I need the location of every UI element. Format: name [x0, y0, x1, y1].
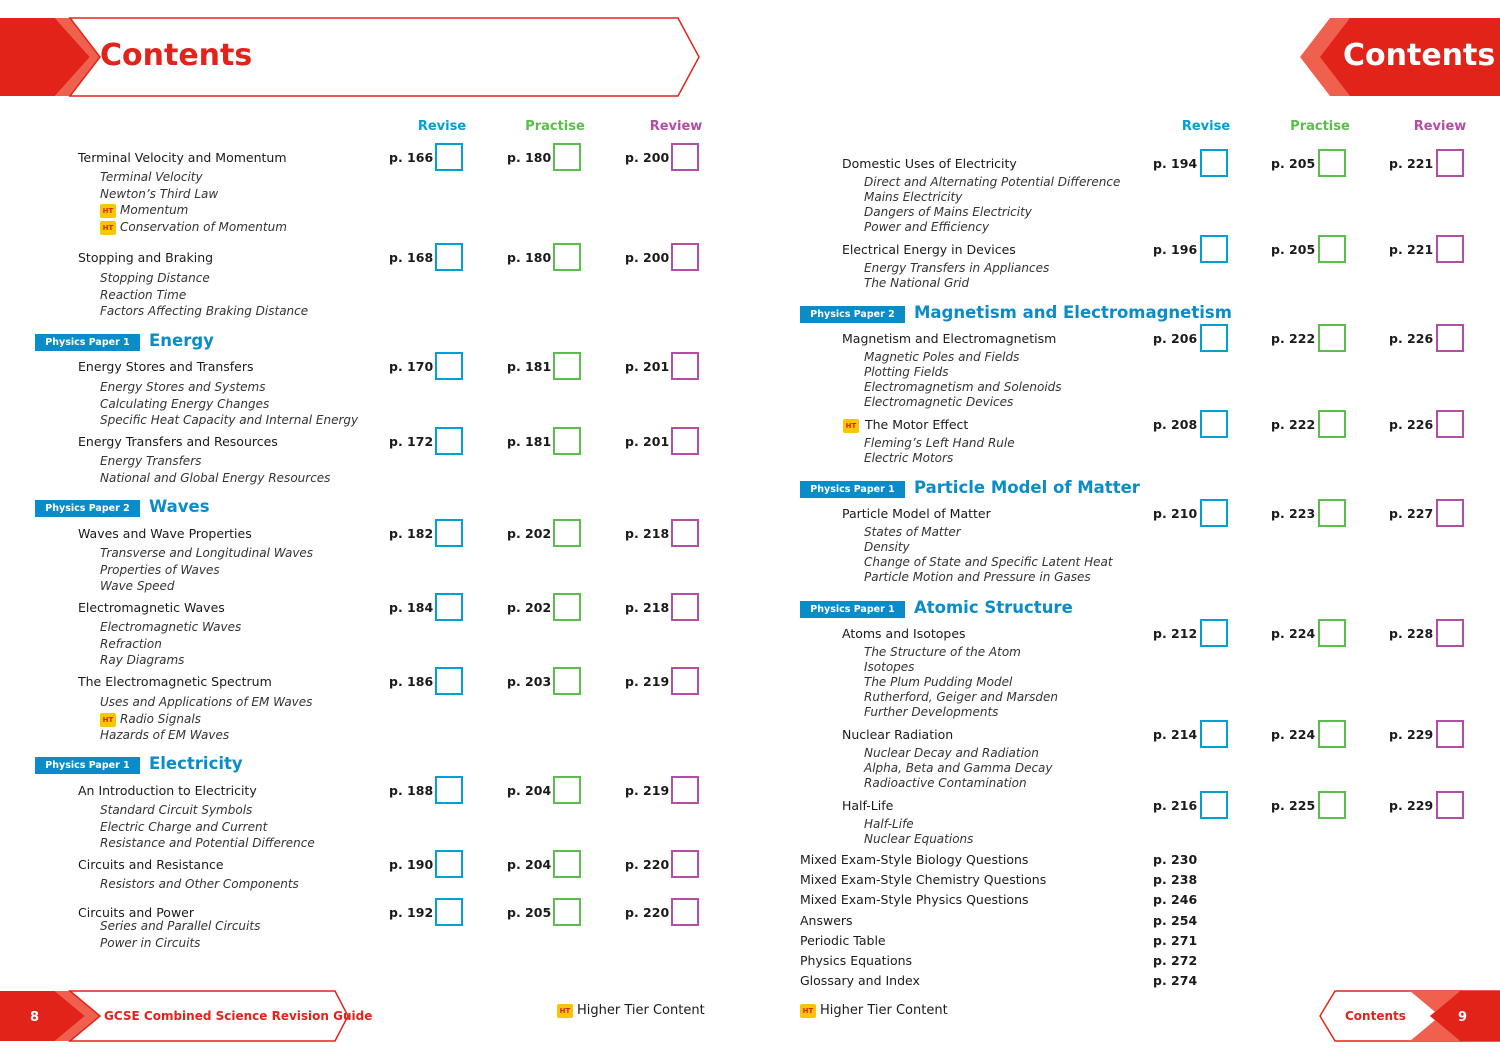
extra-item-page: p. 254	[1153, 912, 1198, 928]
review-checkbox[interactable]	[671, 427, 699, 455]
topic-title: Electrical Energy in Devices	[842, 242, 1016, 257]
subtopic: Alpha, Beta and Gamma Decay	[864, 761, 1053, 775]
practise-checkbox[interactable]	[553, 427, 581, 455]
revise-checkbox[interactable]	[435, 898, 463, 926]
review-checkbox[interactable]	[1436, 324, 1464, 352]
topic-title: Circuits and Resistance	[78, 857, 224, 872]
subtopic: Wave Speed	[100, 579, 175, 593]
topic-title: Circuits and Power	[78, 905, 195, 920]
section-heading-waves: Waves	[149, 497, 210, 516]
extra-item-title: Mixed Exam-Style Chemistry Questions	[800, 872, 1047, 888]
paper-tag: Physics Paper 1	[35, 757, 140, 774]
topic-title: The Motor Effect	[865, 417, 969, 432]
revise-column-header: Revise	[417, 119, 467, 134]
subtopic: Fleming’s Left Hand Rule	[864, 436, 1015, 450]
revise-checkbox[interactable]	[435, 850, 463, 878]
subtopic: Radio Signals	[120, 711, 201, 726]
book-title: GCSE Combined Science Revision Guide	[104, 1009, 373, 1023]
practise-page-ref: p. 181	[507, 434, 552, 449]
section-heading-magnetism: Magnetism and Electromagnetism	[914, 303, 1232, 322]
practise-page-ref: p. 202	[507, 600, 552, 615]
review-page-ref: p. 227	[1389, 506, 1434, 521]
revise-page-ref: p. 192	[389, 905, 434, 920]
practise-checkbox[interactable]	[553, 667, 581, 695]
practise-checkbox[interactable]	[1318, 791, 1346, 819]
topic-title: Waves and Wave Properties	[78, 526, 252, 541]
review-page-ref: p. 218	[625, 526, 670, 541]
review-page-ref: p. 226	[1389, 417, 1434, 432]
revise-checkbox[interactable]	[1200, 235, 1228, 263]
subtopic: Hazards of EM Waves	[100, 728, 230, 742]
subtopic: Newton’s Third Law	[100, 186, 219, 201]
review-page-ref: p. 220	[625, 905, 670, 920]
subtopic: States of Matter	[864, 525, 961, 539]
higher-tier-icon: HT	[100, 204, 116, 218]
subtopic: Radioactive Contamination	[864, 776, 1027, 790]
practise-checkbox[interactable]	[1318, 149, 1346, 177]
revise-checkbox[interactable]	[1200, 720, 1228, 748]
subtopic: Momentum	[120, 203, 189, 217]
extra-item-page: p. 238	[1153, 872, 1198, 888]
revise-page-ref: p. 206	[1153, 331, 1198, 346]
practise-page-ref: p. 180	[507, 150, 552, 165]
page-title-right: Contents	[1343, 38, 1496, 73]
review-page-ref: p. 220	[625, 857, 670, 872]
topic-title: Domestic Uses of Electricity	[842, 156, 1017, 171]
subtopic: Further Developments	[864, 705, 999, 719]
higher-tier-icon: HT	[100, 713, 116, 727]
topic-title: Terminal Velocity and Momentum	[78, 150, 287, 165]
revise-page-ref: p. 166	[389, 150, 434, 165]
subtopic: Uses and Applications of EM Waves	[100, 695, 313, 709]
topic-title: Particle Model of Matter	[842, 506, 991, 521]
subtopic: Magnetic Poles and Fields	[864, 350, 1020, 364]
paper-tag: Physics Paper 2	[35, 500, 140, 517]
review-page-ref: p. 221	[1389, 156, 1434, 171]
practise-page-ref: p. 205	[507, 905, 552, 920]
subtopic: Electric Motors	[864, 451, 954, 465]
review-checkbox[interactable]	[1436, 235, 1464, 263]
topic-title: Energy Stores and Transfers	[78, 359, 254, 374]
subtopic: Conservation of Momentum	[120, 219, 287, 234]
subtopic: Resistors and Other Components	[100, 877, 299, 891]
section-heading-electricity: Electricity	[149, 754, 243, 773]
higher-tier-icon: HT	[100, 221, 116, 235]
practise-page-ref: p. 202	[507, 526, 552, 541]
subtopic: Ray Diagrams	[100, 653, 185, 667]
review-checkbox[interactable]	[1436, 410, 1464, 438]
review-page-ref: p. 226	[1389, 331, 1434, 346]
review-page-ref: p. 219	[625, 674, 670, 689]
revise-page-ref: p. 170	[389, 359, 434, 374]
extra-item-page: p. 246	[1153, 892, 1198, 908]
practise-checkbox[interactable]	[553, 143, 581, 171]
revise-page-ref: p. 188	[389, 783, 434, 798]
practise-page-ref: p. 180	[507, 250, 552, 265]
subtopic: Transverse and Longitudinal Waves	[100, 546, 314, 560]
subtopic: Half-Life	[864, 817, 914, 831]
review-page-ref: p. 218	[625, 600, 670, 615]
section-heading-particle-model: Particle Model of Matter	[914, 478, 1140, 497]
higher-tier-legend: Higher Tier Content	[577, 1003, 705, 1018]
review-page-ref: p. 200	[625, 250, 670, 265]
review-page-ref: p. 221	[1389, 242, 1434, 257]
subtopic: Specific Heat Capacity and Internal Energy	[100, 413, 359, 427]
revise-page-ref: p. 190	[389, 857, 434, 872]
extra-item-page: p. 274	[1153, 973, 1198, 989]
page-number-right: 9	[1458, 1010, 1468, 1025]
revise-page-ref: p. 168	[389, 250, 434, 265]
review-checkbox[interactable]	[1436, 619, 1464, 647]
topic-title: Energy Transfers and Resources	[78, 434, 278, 449]
subtopic: Electromagnetic Devices	[864, 395, 1014, 409]
practise-page-ref: p. 224	[1271, 626, 1316, 641]
subtopic: Nuclear Decay and Radiation	[864, 746, 1039, 760]
practise-column-header: Practise	[525, 119, 585, 134]
review-checkbox[interactable]	[671, 143, 699, 171]
revise-checkbox[interactable]	[435, 776, 463, 804]
revise-page-ref: p. 172	[389, 434, 434, 449]
revise-page-ref: p. 216	[1153, 798, 1198, 813]
practise-page-ref: p. 222	[1271, 417, 1316, 432]
practise-checkbox[interactable]	[553, 850, 581, 878]
practise-checkbox[interactable]	[553, 243, 581, 271]
practise-checkbox[interactable]	[1318, 619, 1346, 647]
section-heading-energy: Energy	[149, 331, 214, 350]
practise-page-ref: p. 225	[1271, 798, 1316, 813]
review-checkbox[interactable]	[671, 898, 699, 926]
page-number-left: 8	[30, 1010, 40, 1025]
extra-item-page: p. 272	[1153, 953, 1198, 968]
revise-checkbox[interactable]	[1200, 410, 1228, 438]
revise-page-ref: p. 210	[1153, 506, 1198, 521]
subtopic: Properties of Waves	[100, 562, 220, 577]
practise-page-ref: p. 205	[1271, 242, 1316, 257]
practise-page-ref: p. 204	[507, 783, 552, 798]
review-checkbox[interactable]	[1436, 791, 1464, 819]
topic-title: Atoms and Isotopes	[842, 626, 966, 641]
extra-item-title: Periodic Table	[800, 932, 886, 948]
subtopic: National and Global Energy Resources	[100, 470, 331, 485]
higher-tier-icon: HT	[800, 1004, 816, 1018]
subtopic: Nuclear Equations	[864, 832, 974, 846]
review-checkbox[interactable]	[671, 776, 699, 804]
revise-checkbox[interactable]	[435, 667, 463, 695]
practise-checkbox[interactable]	[553, 519, 581, 547]
subtopic: Refraction	[100, 636, 162, 651]
subtopic: Isotopes	[864, 660, 915, 674]
practise-checkbox[interactable]	[1318, 499, 1346, 527]
subtopic: Rutherford, Geiger and Marsden	[864, 690, 1058, 704]
practise-checkbox[interactable]	[553, 593, 581, 621]
practise-page-ref: p. 181	[507, 359, 552, 374]
practise-page-ref: p. 204	[507, 857, 552, 872]
subtopic: Power and Efficiency	[864, 220, 990, 234]
subtopic: Electric Charge and Current	[100, 819, 268, 834]
review-checkbox[interactable]	[1436, 149, 1464, 177]
review-column-header-right: Review	[1413, 119, 1467, 134]
extra-item-title: Mixed Exam-Style Biology Questions	[800, 852, 1029, 867]
paper-tag: Physics Paper 1	[35, 334, 140, 351]
subtopic: Stopping Distance	[100, 271, 210, 285]
review-checkbox[interactable]	[671, 519, 699, 547]
extra-item-title: Physics Equations	[800, 953, 913, 968]
subtopic: Standard Circuit Symbols	[100, 803, 253, 817]
practise-page-ref: p. 222	[1271, 331, 1316, 346]
revise-page-ref: p. 212	[1153, 626, 1198, 641]
extra-item-title: Glossary and Index	[800, 973, 920, 989]
review-page-ref: p. 229	[1389, 798, 1434, 813]
topic-title: The Electromagnetic Spectrum	[78, 674, 272, 689]
practise-page-ref: p. 205	[1271, 156, 1316, 171]
paper-tag: Physics Paper 1	[800, 481, 905, 498]
practise-column-header-right: Practise	[1290, 119, 1350, 134]
subtopic: Power in Circuits	[100, 935, 201, 950]
practise-checkbox[interactable]	[1318, 410, 1346, 438]
subtopic: Factors Affecting Braking Distance	[100, 304, 309, 318]
practise-checkbox[interactable]	[553, 898, 581, 926]
revise-checkbox[interactable]	[435, 593, 463, 621]
practise-checkbox[interactable]	[1318, 235, 1346, 263]
review-checkbox[interactable]	[671, 243, 699, 271]
subtopic: Energy Transfers	[100, 454, 202, 468]
revise-checkbox[interactable]	[1200, 791, 1228, 819]
subtopic: Change of State and Specific Latent Heat	[864, 555, 1113, 569]
revise-checkbox[interactable]	[1200, 149, 1228, 177]
topic-title: Electromagnetic Waves	[78, 600, 225, 615]
revise-page-ref: p. 182	[389, 526, 434, 541]
section-heading-atomic-structure: Atomic Structure	[914, 598, 1073, 617]
footer-contents-label: Contents	[1345, 1009, 1406, 1023]
subtopic: Plotting Fields	[864, 365, 949, 379]
revise-page-ref: p. 186	[389, 674, 434, 689]
review-checkbox[interactable]	[671, 667, 699, 695]
review-checkbox[interactable]	[671, 593, 699, 621]
review-column-header: Review	[649, 119, 703, 134]
review-page-ref: p. 228	[1389, 626, 1434, 641]
subtopic: Density	[864, 540, 910, 554]
review-checkbox[interactable]	[1436, 499, 1464, 527]
higher-tier-icon: HT	[843, 419, 859, 433]
review-page-ref: p. 200	[625, 150, 670, 165]
topic-title: Nuclear Radiation	[842, 727, 954, 742]
paper-tag: Physics Paper 2	[800, 306, 905, 323]
practise-page-ref: p. 224	[1271, 727, 1316, 742]
review-checkbox[interactable]	[671, 850, 699, 878]
subtopic: Resistance and Potential Difference	[100, 836, 315, 850]
review-checkbox[interactable]	[671, 352, 699, 380]
revise-checkbox[interactable]	[435, 143, 463, 171]
practise-checkbox[interactable]	[553, 352, 581, 380]
extra-item-title: Answers	[800, 912, 853, 928]
extra-item-title: Mixed Exam-Style Physics Questions	[800, 892, 1029, 908]
revise-page-ref: p. 194	[1153, 156, 1198, 171]
subtopic: The National Grid	[864, 276, 970, 290]
revise-page-ref: p. 184	[389, 600, 434, 615]
subtopic: Calculating Energy Changes	[100, 396, 270, 411]
subtopic: Electromagnetic Waves	[100, 620, 242, 634]
revise-checkbox[interactable]	[435, 427, 463, 455]
revise-column-header-right: Revise	[1181, 119, 1231, 134]
revise-checkbox[interactable]	[435, 243, 463, 271]
review-page-ref: p. 229	[1389, 727, 1434, 742]
subtopic: The Plum Pudding Model	[864, 675, 1013, 689]
topic-title: Magnetism and Electromagnetism	[842, 331, 1057, 346]
practise-checkbox[interactable]	[553, 776, 581, 804]
subtopic: Mains Electricity	[864, 190, 963, 204]
topic-title: An Introduction to Electricity	[78, 783, 257, 798]
revise-checkbox[interactable]	[1200, 619, 1228, 647]
revise-checkbox[interactable]	[1200, 324, 1228, 352]
practise-page-ref: p. 203	[507, 674, 552, 689]
higher-tier-legend-right: Higher Tier Content	[820, 1003, 948, 1018]
page-title: Contents	[100, 38, 253, 73]
subtopic: Energy Transfers in Appliances	[864, 261, 1050, 275]
revise-page-ref: p. 214	[1153, 727, 1198, 742]
subtopic: Series and Parallel Circuits	[100, 919, 261, 933]
revise-page-ref: p. 208	[1153, 417, 1198, 432]
practise-page-ref: p. 223	[1271, 506, 1316, 521]
revise-checkbox[interactable]	[435, 352, 463, 380]
revise-page-ref: p. 196	[1153, 242, 1198, 257]
extra-item-page: p. 230	[1153, 852, 1198, 867]
topic-title: Stopping and Braking	[78, 250, 214, 265]
subtopic: Electromagnetism and Solenoids	[864, 380, 1062, 394]
practise-checkbox[interactable]	[1318, 324, 1346, 352]
subtopic: Direct and Alternating Potential Difference	[864, 175, 1121, 189]
paper-tag: Physics Paper 1	[800, 601, 905, 618]
review-page-ref: p. 219	[625, 783, 670, 798]
extra-item-page: p. 271	[1153, 932, 1198, 948]
review-page-ref: p. 201	[625, 359, 670, 374]
subtopic: Energy Stores and Systems	[100, 380, 266, 394]
subtopic: The Structure of the Atom	[864, 645, 1021, 659]
higher-tier-icon: HT	[557, 1004, 573, 1018]
subtopic: Reaction Time	[100, 287, 187, 302]
subtopic: Terminal Velocity	[100, 170, 203, 184]
subtopic: Particle Motion and Pressure in Gases	[864, 570, 1091, 584]
review-page-ref: p. 201	[625, 434, 670, 449]
revise-checkbox[interactable]	[435, 519, 463, 547]
revise-checkbox[interactable]	[1200, 499, 1228, 527]
practise-checkbox[interactable]	[1318, 720, 1346, 748]
subtopic: Dangers of Mains Electricity	[864, 205, 1032, 219]
topic-title: Half-Life	[842, 798, 894, 813]
review-checkbox[interactable]	[1436, 720, 1464, 748]
